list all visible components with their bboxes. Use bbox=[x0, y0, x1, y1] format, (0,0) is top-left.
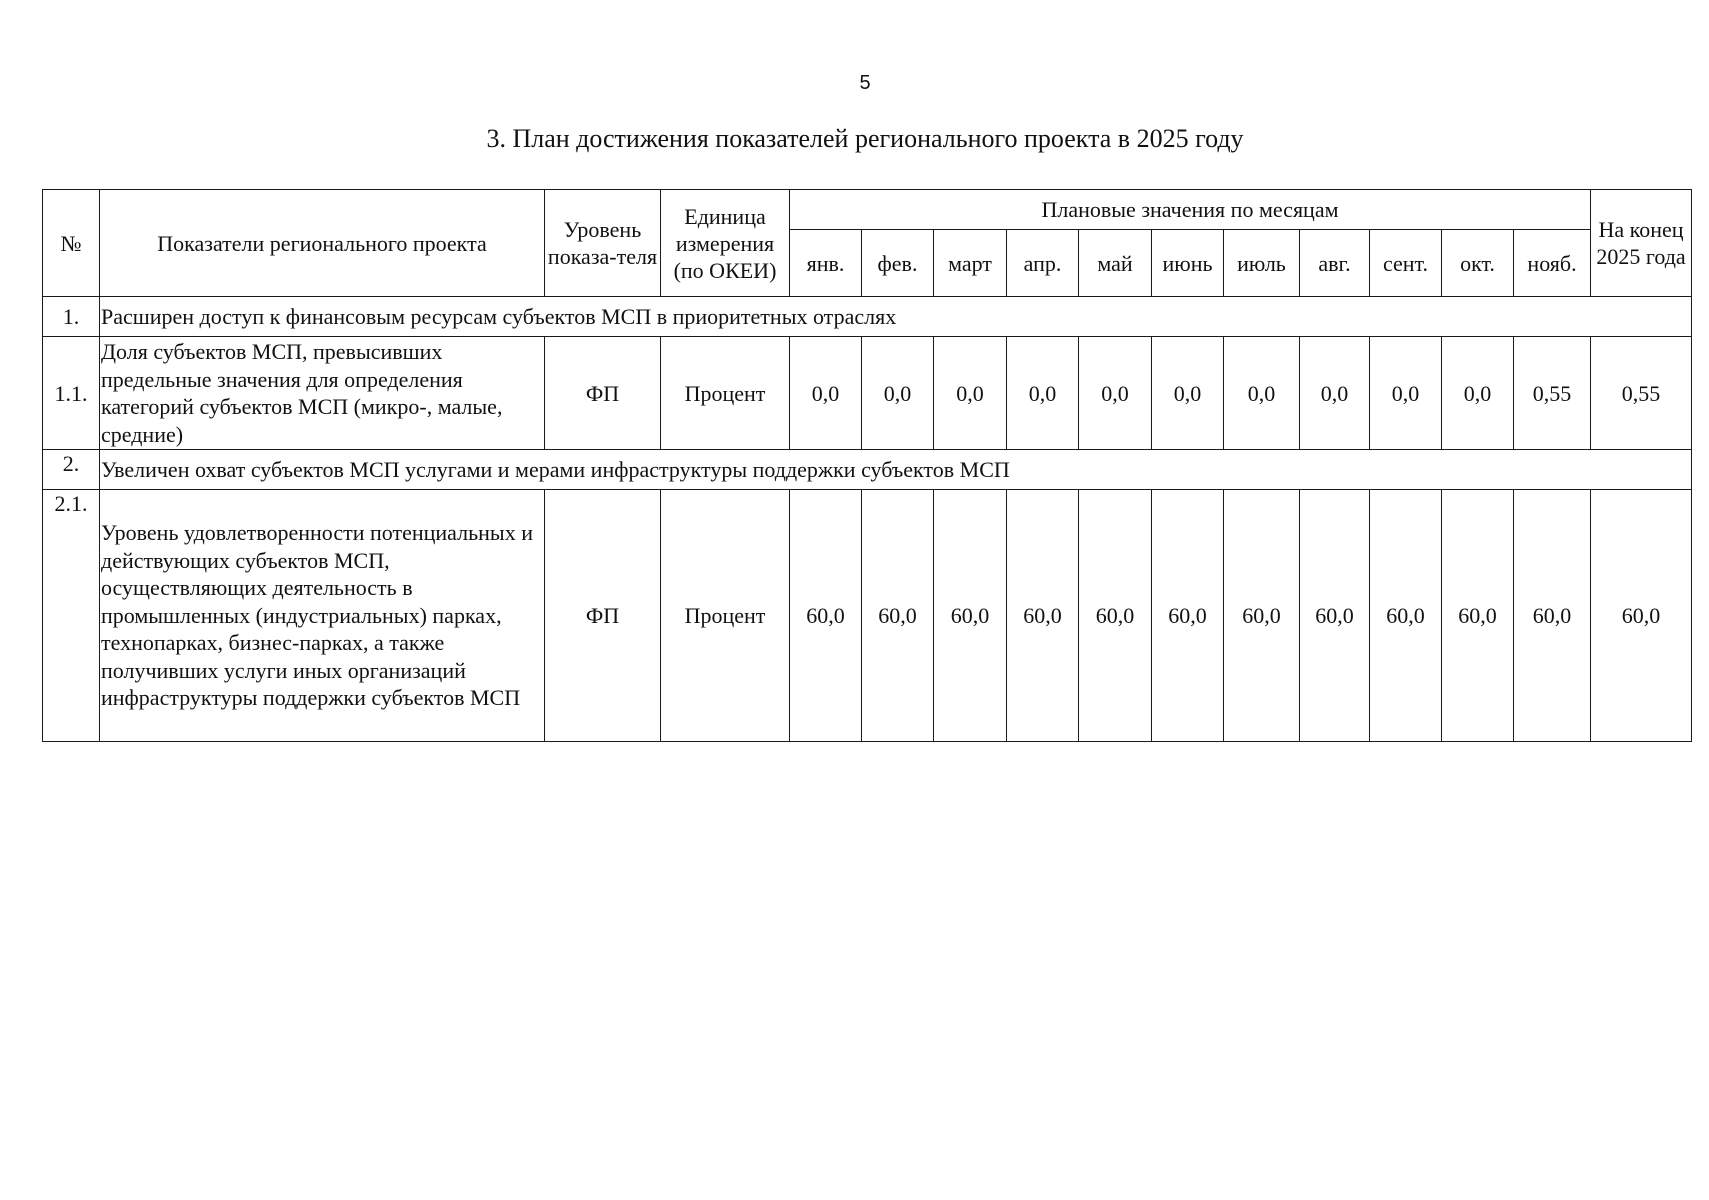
month-header: окт. bbox=[1442, 230, 1514, 297]
month-value: 0,0 bbox=[1300, 337, 1370, 450]
indicator-unit: Процент bbox=[661, 490, 790, 742]
month-header: сент. bbox=[1370, 230, 1442, 297]
month-value: 60,0 bbox=[862, 490, 934, 742]
month-value: 0,0 bbox=[1224, 337, 1300, 450]
month-value: 0,0 bbox=[1152, 337, 1224, 450]
month-value: 0,55 bbox=[1514, 337, 1591, 450]
indicator-level: ФП bbox=[545, 490, 661, 742]
month-header: июнь bbox=[1152, 230, 1224, 297]
month-value: 0,0 bbox=[1079, 337, 1152, 450]
month-value: 60,0 bbox=[1370, 490, 1442, 742]
section-number: 2. bbox=[43, 450, 100, 490]
month-value: 60,0 bbox=[1152, 490, 1224, 742]
month-header: янв. bbox=[790, 230, 862, 297]
month-value: 60,0 bbox=[1224, 490, 1300, 742]
document-title: 3. План достижения показателей регионального проекта в 2025 году bbox=[486, 124, 1244, 153]
header-num: № bbox=[43, 190, 100, 297]
month-value: 60,0 bbox=[790, 490, 862, 742]
section-row bbox=[43, 450, 1692, 490]
plan-table bbox=[42, 189, 1692, 742]
month-header: апр. bbox=[1007, 230, 1079, 297]
month-header: март bbox=[934, 230, 1007, 297]
header-year-end: На конец 2025 года bbox=[1591, 190, 1692, 297]
indicator-level: ФП bbox=[545, 337, 661, 450]
month-value: 0,0 bbox=[790, 337, 862, 450]
indicator-number: 2.1. bbox=[43, 490, 100, 742]
section-row bbox=[43, 297, 1692, 337]
month-value: 0,0 bbox=[1442, 337, 1514, 450]
month-value: 60,0 bbox=[1079, 490, 1152, 742]
section-title: Расширен доступ к финансовым ресурсам субъектов МСП в приоритетных отраслях bbox=[100, 297, 1692, 337]
month-value: 60,0 bbox=[1442, 490, 1514, 742]
header-indicator: Показатели регионального проекта bbox=[100, 190, 545, 297]
month-header: авг. bbox=[1300, 230, 1370, 297]
month-value: 60,0 bbox=[934, 490, 1007, 742]
year-end-value: 0,55 bbox=[1591, 337, 1692, 450]
month-header: фев. bbox=[862, 230, 934, 297]
page-number: 5 bbox=[859, 72, 871, 94]
header-row-top bbox=[43, 190, 1692, 230]
section-title: Увеличен охват субъектов МСП услугами и мерами инфраструктуры поддержки субъектов МСП bbox=[100, 450, 1692, 490]
header-level: Уровень показа-теля bbox=[545, 190, 661, 297]
month-value: 0,0 bbox=[1370, 337, 1442, 450]
month-value: 0,0 bbox=[1007, 337, 1079, 450]
section-number: 1. bbox=[43, 297, 100, 337]
header-unit: Единица измерения (по ОКЕИ) bbox=[661, 190, 790, 297]
indicator-name: Доля субъектов МСП, превысивших предельные значения для определения категорий субъектов МСП (микро-, малые, средние) bbox=[100, 337, 545, 450]
month-value: 60,0 bbox=[1007, 490, 1079, 742]
month-header: май bbox=[1079, 230, 1152, 297]
month-value: 60,0 bbox=[1300, 490, 1370, 742]
indicator-name: Уровень удовлетворенности потенциальных и действующих субъектов МСП, осуществляющих деятельность в промышленных (индустриальных) парках, технопарках, бизнес-парках, а также получивших услуги иных организаций инфраструктуры поддержки субъектов МСП bbox=[100, 490, 545, 742]
month-value: 0,0 bbox=[862, 337, 934, 450]
month-header: нояб. bbox=[1514, 230, 1591, 297]
indicator-number: 1.1. bbox=[43, 337, 100, 450]
header-monthly-group: Плановые значения по месяцам bbox=[790, 190, 1591, 230]
month-value: 60,0 bbox=[1514, 490, 1591, 742]
month-header: июль bbox=[1224, 230, 1300, 297]
indicator-unit: Процент bbox=[661, 337, 790, 450]
month-value: 0,0 bbox=[934, 337, 1007, 450]
indicator-row bbox=[43, 490, 1692, 742]
indicator-row bbox=[43, 337, 1692, 450]
year-end-value: 60,0 bbox=[1591, 490, 1692, 742]
